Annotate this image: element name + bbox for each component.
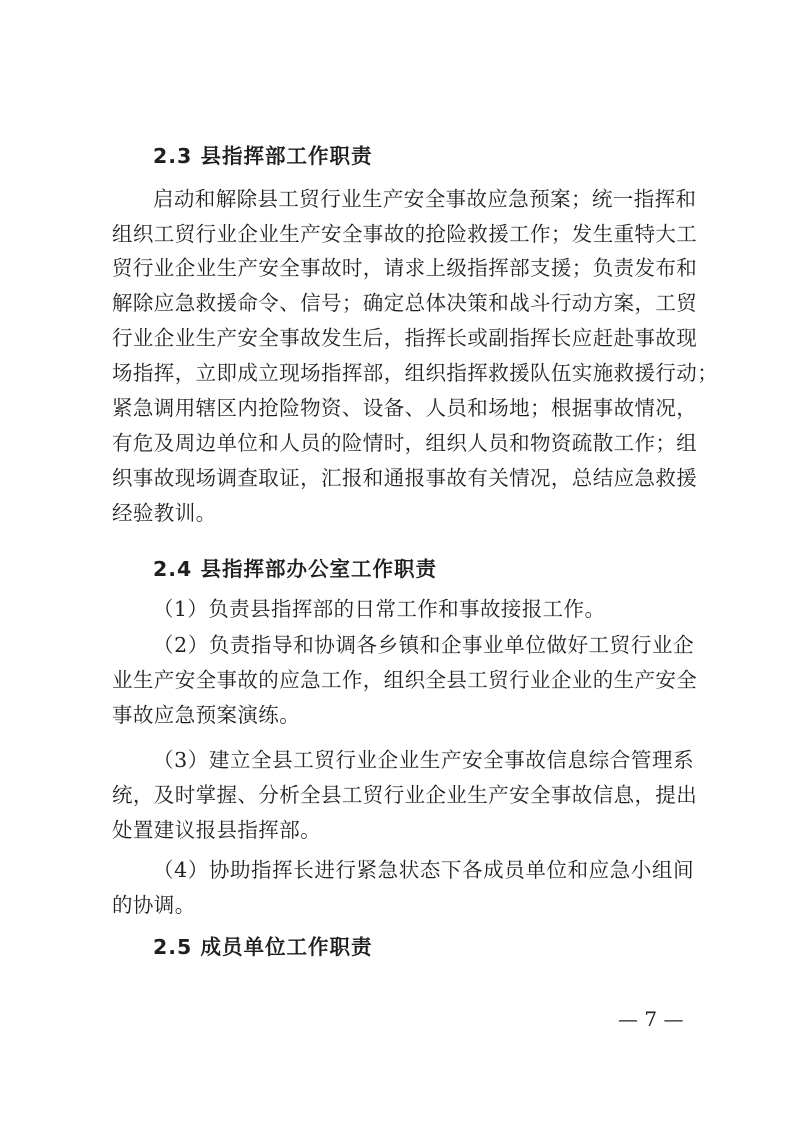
paragraph-line: 场指挥，立即成立现场指挥部，组织指挥救援队伍实施救援行动； [112, 361, 719, 385]
list-item-3-line: 处置建议报县指挥部。 [112, 818, 321, 842]
list-item-4-line: （4）协助指挥长进行紧急状态下各成员单位和应急小组间 [153, 858, 694, 882]
section-2-3-heading: 2.3 县指挥部工作职责 [153, 144, 373, 168]
list-item-1-line: （1）负责县指挥部的日常工作和事故接报工作。 [153, 597, 606, 621]
paragraph-line: 行业企业生产安全事故发生后，指挥长或副指挥长应赶赴事故现 [112, 326, 698, 350]
page-number: — 7 — [618, 1007, 684, 1031]
list-item-4-line: 的协调。 [112, 893, 196, 917]
list-item-3-line: （3）建立全县工贸行业企业生产安全事故信息综合管理系 [153, 748, 694, 772]
paragraph-line: 启动和解除县工贸行业生产安全事故应急预案；统一指挥和 [153, 187, 697, 211]
paragraph-line: 紧急调用辖区内抢险物资、设备、人员和场地；根据事故情况， [112, 396, 698, 420]
list-item-2-line: 业生产安全事故的应急工作，组织全县工贸行业企业的生产安全 [112, 668, 698, 692]
list-item-2-line: 事故应急预案演练。 [112, 703, 301, 727]
paragraph-line: 贸行业企业生产安全事故时，请求上级指挥部支援；负责发布和 [112, 256, 698, 280]
paragraph-line: 经验教训。 [112, 501, 217, 525]
list-item-2-line: （2）负责指导和协调各乡镇和企事业单位做好工贸行业企 [153, 633, 694, 657]
paragraph-line: 组织工贸行业企业生产安全事故的抢险救援工作；发生重特大工 [112, 222, 698, 246]
paragraph-line: 织事故现场调查取证，汇报和通报事故有关情况，总结应急救援 [112, 466, 698, 490]
paragraph-line: 解除应急救援命令、信号；确定总体决策和战斗行动方案，工贸 [112, 291, 698, 315]
section-2-5-heading: 2.5 成员单位工作职责 [153, 935, 373, 959]
paragraph-line: 有危及周边单位和人员的险情时，组织人员和物资疏散工作；组 [112, 431, 698, 455]
section-2-4-heading: 2.4 县指挥部办公室工作职责 [153, 557, 437, 581]
list-item-3-line: 统，及时掌握、分析全县工贸行业企业生产安全事故信息，提出 [112, 783, 698, 807]
